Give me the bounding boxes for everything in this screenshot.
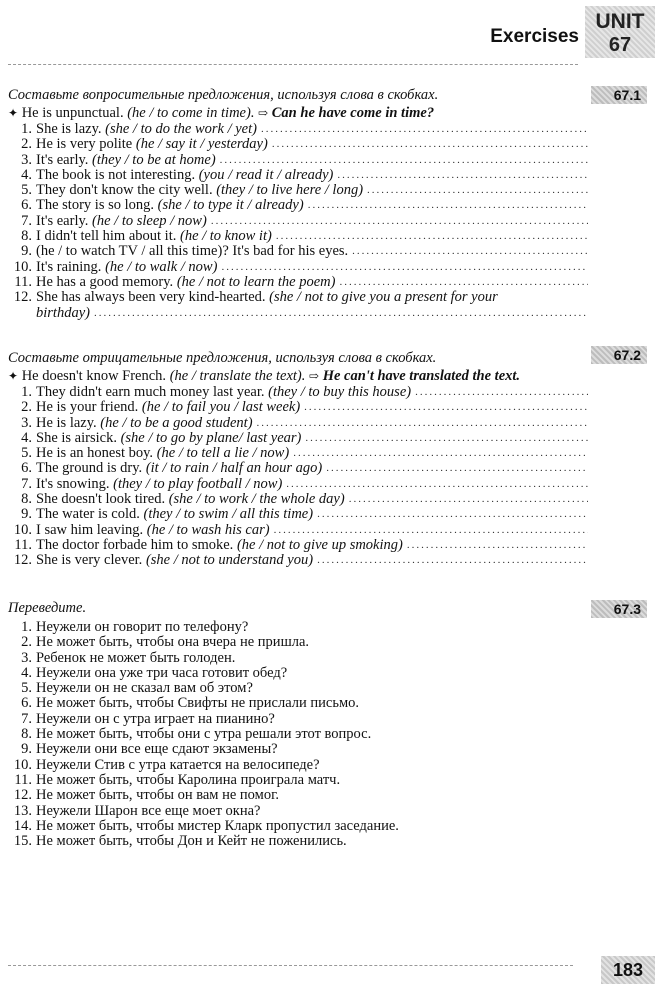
example-marker-icon: ✦ (8, 106, 19, 120)
section-instruction: Составьте вопросительные предложения, используя слова в скобках. (8, 87, 439, 103)
item-sentence: Не может быть, чтобы мистер Кларк пропустил заседание. (36, 817, 399, 834)
item-text (36, 758, 320, 773)
answer-blank (367, 183, 588, 198)
item-text (36, 651, 235, 666)
item-sentence: She doesn't look tired. (36, 491, 166, 508)
exercise-item (8, 819, 588, 834)
item-number: 3. (21, 414, 32, 431)
answer-blank (94, 306, 588, 321)
item-hint: (he / to wash his car) (146, 521, 270, 538)
item-text (36, 553, 313, 568)
item-sentence: He has a good memory. (36, 273, 174, 290)
item-number: 3. (21, 649, 32, 666)
item-sentence: Не может быть, чтобы они с утра решали этот вопрос. (36, 726, 372, 743)
item-hint: (they / to swim / all this time) (143, 506, 314, 523)
item-hint: (she / to type it / already) (157, 197, 304, 214)
item-number: 12. (13, 552, 32, 569)
answer-blank (317, 507, 588, 522)
exercise-item (8, 635, 588, 650)
item-sentence: Неужели Шарон все еще моет окна? (36, 802, 261, 819)
answer-blank (308, 198, 588, 213)
item-number: 7. (21, 710, 32, 727)
answer-blank (349, 492, 588, 507)
exercise-item (8, 244, 588, 259)
item-number: 10. (13, 258, 32, 275)
item-hint: (he / to walk / now) (105, 258, 218, 275)
item-number: 11. (14, 273, 32, 290)
example-sentence: He is unpunctual. (21, 105, 124, 121)
answer-blank (352, 244, 588, 259)
item-number: 5. (21, 445, 32, 462)
answer-blank (304, 400, 588, 415)
item-number: 4. (21, 166, 32, 183)
item-sentence: Неужели он с утра играет на пианино? (36, 710, 275, 727)
answer-blank (221, 260, 588, 275)
section-label-67-3: 67.3 (591, 600, 647, 618)
item-sentence: They don't know the city well. (36, 182, 213, 199)
item-sentence: It's early. (36, 212, 89, 229)
item-number: 10. (13, 521, 32, 538)
item-text (36, 804, 260, 819)
exercise-item (8, 290, 588, 305)
item-sentence: The book is not interesting. (36, 166, 196, 183)
item-text (36, 244, 348, 259)
item-hint: (she / to work / the whole day) (168, 491, 345, 508)
exercise-item (8, 260, 588, 275)
item-text (36, 788, 279, 803)
answer-blank (211, 214, 588, 229)
item-hint: (she / to do the work / yet) (105, 121, 257, 137)
item-number: 10. (13, 756, 32, 773)
item-number: 7. (21, 212, 32, 229)
exercise-item (8, 712, 588, 727)
example-line (8, 368, 588, 384)
item-text (36, 635, 309, 650)
exercise-item (8, 122, 588, 137)
answer-blank (261, 122, 588, 137)
exercise-item (8, 620, 588, 635)
exercise-item (8, 727, 588, 742)
item-text (36, 712, 275, 727)
exercise-item (8, 431, 588, 446)
exercise-item (8, 804, 588, 819)
item-number: 11. (14, 536, 32, 553)
item-text (36, 620, 248, 635)
item-sentence: She is lazy. (36, 121, 102, 137)
exercise-item (8, 385, 588, 400)
answer-blank (415, 385, 588, 400)
item-hint: (he / say it / yesterday) (135, 136, 268, 153)
item-text (36, 446, 289, 461)
item-number: 2. (21, 634, 32, 651)
item-hint: (he / to sleep / now) (92, 212, 207, 229)
exercise-item (8, 153, 588, 168)
item-text (36, 290, 498, 305)
item-sentence: They didn't earn much money last year. (36, 384, 265, 400)
exercise-item (8, 681, 588, 696)
item-text (36, 681, 253, 696)
item-number: 11. (14, 771, 32, 788)
item-sentence: Не может быть, чтобы Каролина проиграла матч. (36, 771, 341, 788)
item-text (36, 431, 301, 446)
item-number: 9. (21, 506, 32, 523)
exercise-item (8, 666, 588, 681)
answer-blank (220, 153, 588, 168)
item-number: 12. (13, 289, 32, 306)
item-sentence: Неужели он говорит по телефону? (36, 619, 249, 635)
item-text (36, 137, 268, 152)
item-sentence: Ребенок не может быть голоден. (36, 649, 236, 666)
example-answer: Can he have come in time? (271, 105, 435, 121)
item-hint: (she / to go by plane/ last year) (120, 429, 302, 446)
item-number: 14. (13, 817, 32, 834)
item-text (36, 834, 347, 849)
exercise-item (8, 834, 588, 849)
item-number: 9. (21, 243, 32, 260)
page-number: 183 (601, 956, 655, 984)
answer-blank (293, 446, 588, 461)
exercise-item (8, 696, 588, 711)
item-text (36, 260, 217, 275)
item-sentence: Неужели Стив с утра катается на велосипеде? (36, 756, 320, 773)
item-text (36, 742, 278, 757)
answer-blank (317, 553, 588, 568)
answer-blank (276, 229, 588, 244)
item-sentence: The story is so long. (36, 197, 155, 214)
arrow-right-icon: ⇨ (258, 106, 269, 120)
item-number: 1. (21, 619, 32, 635)
item-text (36, 819, 399, 834)
answer-blank (272, 137, 588, 152)
item-sentence: It's early. (36, 151, 89, 168)
item-sentence: The ground is dry. (36, 460, 143, 477)
item-sentence: He is an honest boy. (36, 445, 154, 462)
item-hint: (she / not to give you a present for your (269, 289, 498, 306)
item-text (36, 168, 333, 183)
exercise-list (8, 385, 588, 569)
item-sentence: It's snowing. (36, 475, 110, 492)
item-sentence: Не может быть, чтобы Дон и Кейт не поженились. (36, 833, 347, 850)
item-text (36, 461, 322, 476)
item-sentence: Не может быть, чтобы он вам не помог. (36, 787, 280, 804)
exercise-section-67-3 (8, 600, 588, 849)
item-number: 6. (21, 695, 32, 712)
item-sentence: I didn't tell him about it. (36, 228, 177, 245)
example-line (8, 105, 588, 121)
exercise-section-67-1 (8, 87, 588, 321)
exercise-item (8, 275, 588, 290)
unit-badge (585, 6, 655, 58)
exercise-item (8, 773, 588, 788)
item-sentence: (he / to watch TV / all this time)? It's bad for his eyes. (36, 243, 349, 260)
exercise-item (8, 651, 588, 666)
item-hint: (it / to rain / half an hour ago) (145, 460, 323, 477)
item-sentence: It's raining. (36, 258, 102, 275)
item-sentence: Неужели они все еще сдают экзамены? (36, 741, 278, 758)
item-text (36, 773, 340, 788)
item-text (36, 214, 207, 229)
answer-blank (326, 461, 588, 476)
page-header-title: Exercises (490, 26, 579, 47)
answer-blank (257, 416, 588, 431)
answer-blank (337, 168, 588, 183)
exercise-item (8, 758, 588, 773)
example-sentence: He doesn't know French. (21, 368, 167, 384)
item-number: 8. (21, 726, 32, 743)
exercise-item (8, 492, 588, 507)
item-hint: (he / to be a good student) (100, 414, 253, 431)
exercise-list (8, 122, 588, 321)
exercise-item (8, 229, 588, 244)
item-text (36, 507, 313, 522)
item-text (36, 538, 403, 553)
unit-number: 67 (608, 34, 632, 56)
item-number: 9. (21, 741, 32, 758)
exercise-item (8, 214, 588, 229)
example-answer: He can't have translated the text. (322, 368, 521, 384)
item-hint: (they / to buy this house) (268, 384, 412, 400)
exercise-item (8, 183, 588, 198)
item-text (36, 229, 272, 244)
exercise-item (8, 553, 588, 568)
item-number: 3. (21, 151, 32, 168)
item-text (36, 666, 287, 681)
item-sentence: She is very clever. (36, 552, 143, 569)
item-sentence: He is very polite (36, 136, 133, 153)
exercise-item-continuation (8, 306, 588, 321)
item-sentence: The water is cold. (36, 506, 140, 523)
item-hint: birthday) (36, 304, 90, 321)
item-hint: (he / not to give up smoking) (236, 536, 403, 553)
exercise-item (8, 198, 588, 213)
item-number: 6. (21, 460, 32, 477)
exercise-item (8, 477, 588, 492)
exercise-item (8, 523, 588, 538)
answer-blank (339, 275, 588, 290)
exercise-item (8, 538, 588, 553)
item-text (36, 696, 359, 711)
item-number: 8. (21, 491, 32, 508)
item-text (36, 492, 345, 507)
exercise-item (8, 461, 588, 476)
item-sentence: I saw him leaving. (36, 521, 144, 538)
item-hint: (she / not to understand you) (145, 552, 314, 569)
exercise-item (8, 168, 588, 183)
exercise-item (8, 742, 588, 757)
item-sentence: He is lazy. (36, 414, 97, 431)
section-instruction: Составьте отрицательные предложения, используя слова в скобках. (8, 350, 437, 366)
item-text (36, 477, 282, 492)
exercise-section-67-2 (8, 350, 588, 569)
exercise-item (8, 507, 588, 522)
arrow-right-icon: ⇨ (309, 369, 320, 383)
section-instruction: Переведите. (8, 600, 87, 616)
item-number: 2. (21, 136, 32, 153)
item-number: 15. (13, 833, 32, 850)
exercise-item (8, 137, 588, 152)
item-number: 5. (21, 182, 32, 199)
item-number: 13. (13, 802, 32, 819)
item-sentence: Не может быть, чтобы она вчера не пришла. (36, 634, 310, 651)
answer-blank (305, 431, 588, 446)
item-text (36, 416, 253, 431)
exercise-item (8, 446, 588, 461)
answer-blank (286, 477, 588, 492)
item-number: 12. (13, 787, 32, 804)
item-hint: (they / to live here / long) (216, 182, 364, 199)
item-text (36, 122, 257, 137)
item-text (36, 198, 304, 213)
item-text (36, 727, 371, 742)
item-number: 5. (21, 680, 32, 697)
item-sentence: Неужели она уже три часа готовит обед? (36, 664, 288, 681)
item-sentence: Неужели он не сказал вам об этом? (36, 680, 253, 697)
unit-label: UNIT (595, 10, 645, 33)
item-text (36, 400, 300, 415)
header-divider (8, 64, 578, 65)
item-hint: (he / to know it) (179, 228, 272, 245)
item-number: 4. (21, 664, 32, 681)
item-number: 8. (21, 228, 32, 245)
item-number: 2. (21, 399, 32, 416)
item-number: 1. (21, 384, 32, 400)
footer-divider (8, 965, 573, 966)
example-marker-icon: ✦ (8, 369, 19, 383)
exercise-item (8, 788, 588, 803)
example-hint: (he / to come in time). (127, 105, 255, 121)
item-number: 7. (21, 475, 32, 492)
item-sentence: He is your friend. (36, 399, 139, 416)
item-sentence: She is airsick. (36, 429, 117, 446)
item-hint: (they / to play football / now) (113, 475, 283, 492)
exercise-item (8, 416, 588, 431)
item-sentence: Не может быть, чтобы Свифты не прислали письмо. (36, 695, 360, 712)
answer-blank (274, 523, 588, 538)
exercise-item (8, 400, 588, 415)
item-text (36, 523, 270, 538)
item-text (36, 183, 363, 198)
item-number: 1. (21, 121, 32, 137)
item-text (36, 385, 411, 400)
item-hint: (you / read it / already) (198, 166, 334, 183)
section-label-67-1: 67.1 (591, 86, 647, 104)
item-number: 6. (21, 197, 32, 214)
item-hint: (he / to fail you / last week) (141, 399, 301, 416)
exercise-list (8, 620, 588, 849)
item-sentence: The doctor forbade him to smoke. (36, 536, 234, 553)
item-hint: (they / to be at home) (92, 151, 216, 168)
item-number: 4. (21, 429, 32, 446)
item-text (36, 153, 216, 168)
item-hint: (he / to tell a lie / now) (156, 445, 290, 462)
item-hint: (he / not to learn the poem) (176, 273, 336, 290)
item-text (36, 275, 335, 290)
item-sentence: She has always been very kind-hearted. (36, 289, 266, 306)
answer-blank (407, 538, 588, 553)
example-hint: (he / translate the text). (169, 368, 306, 384)
section-label-67-2: 67.2 (591, 346, 647, 364)
